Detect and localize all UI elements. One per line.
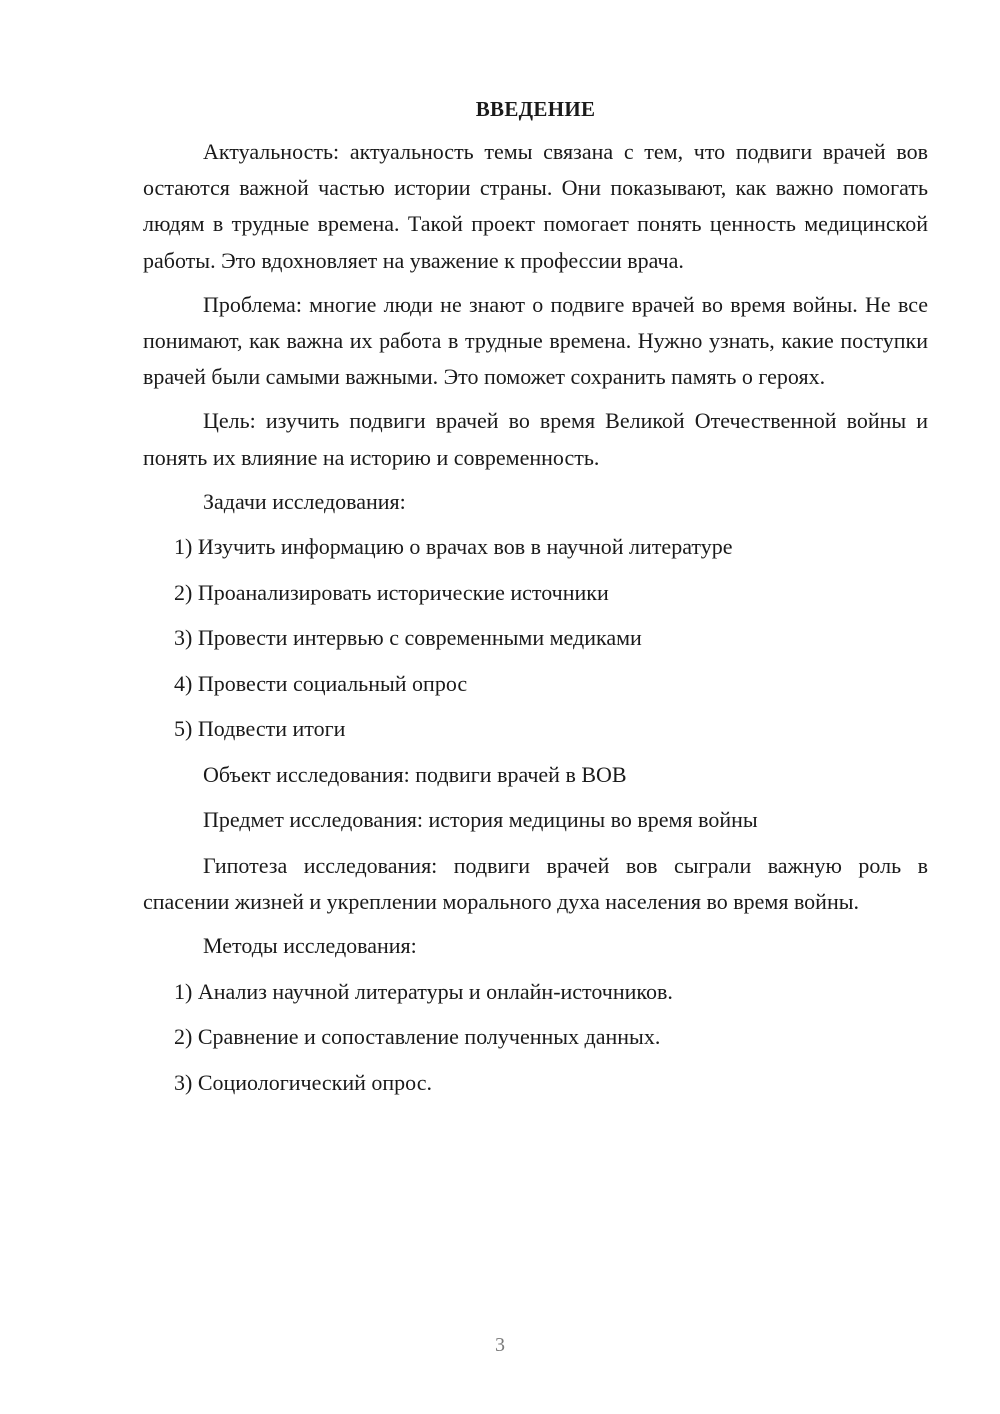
page-content	[143, 96, 928, 1110]
page-heading: ВВЕДЕНИЕ	[475, 97, 596, 121]
task-item: 3) Провести интервью с современными медиками	[174, 625, 642, 651]
task-item: 2) Проанализировать исторические источники	[174, 579, 609, 605]
hypothesis-paragraph: Гипотеза исследования: подвиги врачей вов сыграли важную роль в спасении жизней и укреплении морального духа населения во время войны.	[143, 852, 928, 915]
task-item: 5) Подвести итоги	[174, 716, 346, 742]
method-item: 2) Сравнение и сопоставление полученных данных.	[174, 1024, 661, 1050]
methods-label: Методы исследования:	[203, 933, 417, 959]
task-item: 4) Провести социальный опрос	[174, 670, 468, 696]
relevance-paragraph: Актуальность: актуальность темы связана с тем, что подвиги врачей вов остаются важной частью истории страны. Они показывают, как важно помогать людям в трудные времена. Такой проект помогает понять ценность медицинской работы. Это вдохновляет на уважение к профессии врача.	[143, 139, 928, 273]
task-item: 1) Изучить информацию о врачах вов в научной литературе	[174, 534, 733, 560]
page-number: 3	[495, 1334, 505, 1356]
method-item: 1) Анализ научной литературы и онлайн-источников.	[174, 978, 673, 1004]
method-item: 3) Социологический опрос.	[174, 1069, 432, 1095]
tasks-label: Задачи исследования:	[203, 488, 406, 514]
research-subject: Предмет исследования: история медицины во время войны	[203, 807, 758, 833]
research-object: Объект исследования: подвиги врачей в ВОВ	[203, 761, 627, 787]
problem-paragraph: Проблема: многие люди не знают о подвиге врачей во время войны. Не все понимают, как важна их работа в трудные времена. Нужно узнать, какие поступки врачей были самыми важными. Это поможет сохранить память о героях.	[143, 291, 928, 390]
goal-paragraph: Цель: изучить подвиги врачей во время Великой Отечественной войны и понять их влияние на историю и современность.	[143, 408, 928, 470]
